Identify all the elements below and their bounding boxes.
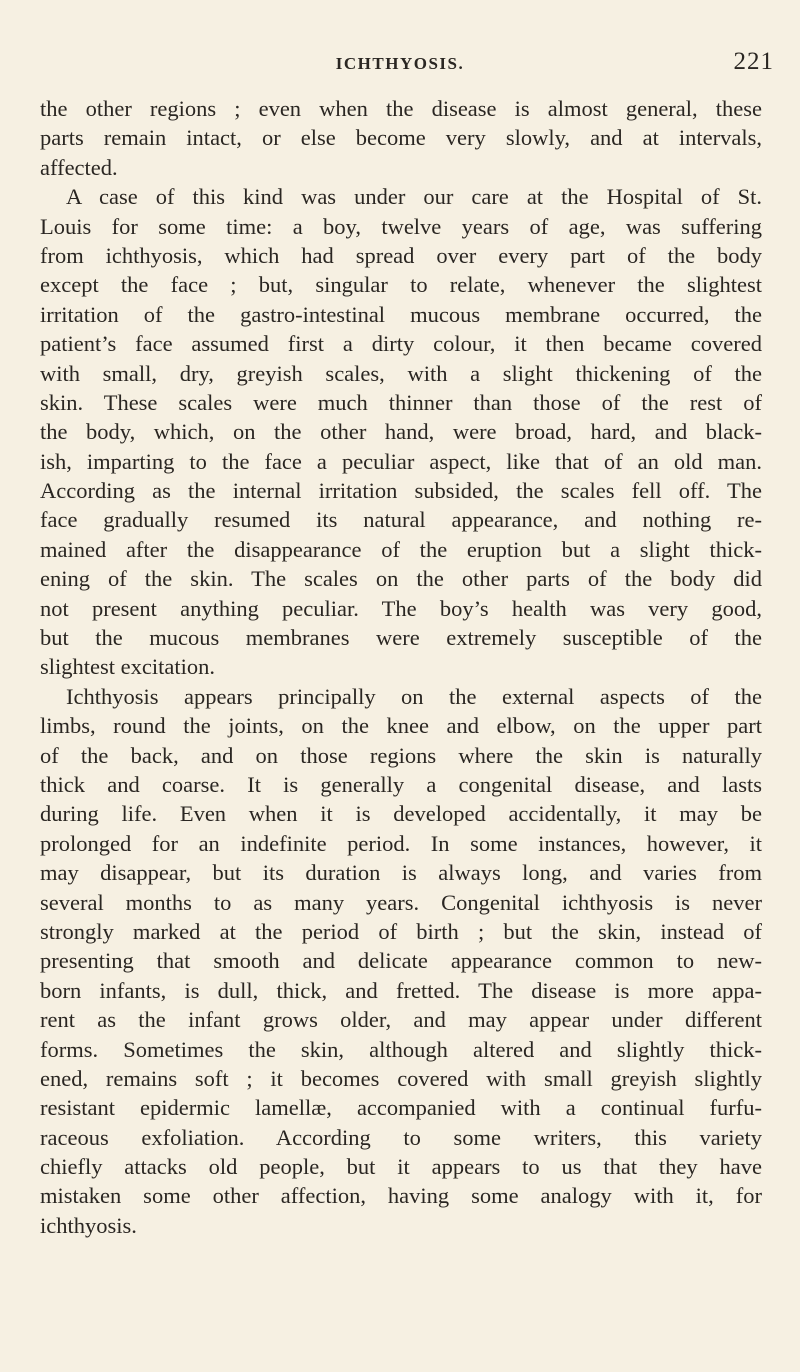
text-line: affected. bbox=[40, 154, 118, 180]
text-line: forms. Sometimes the skin, although altered and slightly thick- bbox=[40, 1036, 762, 1062]
text-line: ened, remains soft ; it becomes covered with small greyish slightly bbox=[40, 1065, 762, 1091]
running-head bbox=[40, 48, 800, 78]
running-title: ICHTHYOSIS. bbox=[335, 54, 465, 73]
text-line: rent as the infant grows older, and may appear under different bbox=[40, 1007, 762, 1033]
text-line: parts remain intact, or else become very slowly, and at intervals, bbox=[40, 125, 762, 151]
text-line: from ichthyosis, which had spread over every part of the body bbox=[40, 242, 762, 268]
text-line: thick and coarse. It is generally a congenital disease, and lasts bbox=[40, 771, 762, 797]
text-line: presenting that smooth and delicate appearance common to new- bbox=[40, 948, 762, 974]
text-line: skin. These scales were much thinner than those of the rest of bbox=[40, 389, 762, 415]
text-line: born infants, is dull, thick, and fretted. The disease is more appa- bbox=[40, 977, 762, 1003]
text-line: except the face ; but, singular to relate, whenever the slightest bbox=[40, 272, 762, 298]
text-line: strongly marked at the period of birth ; but the skin, instead of bbox=[40, 918, 762, 944]
text-line: limbs, round the joints, on the knee and elbow, on the upper part bbox=[40, 713, 762, 739]
text-line: ening of the skin. The scales on the other parts of the body did bbox=[40, 566, 762, 592]
text-line: during life. Even when it is developed accidentally, it may be bbox=[40, 801, 762, 827]
text-line: chiefly attacks old people, but it appears to us that they have bbox=[40, 1154, 762, 1180]
text-line: of the back, and on those regions where the skin is naturally bbox=[40, 742, 762, 768]
text-line: According as the internal irritation subsided, the scales fell off. The bbox=[40, 478, 762, 504]
text-line: irritation of the gastro-intestinal mucous membrane occurred, the bbox=[40, 301, 762, 327]
text-line: may disappear, but its duration is always long, and varies from bbox=[40, 860, 762, 886]
text-line: A case of this kind was under our care at the Hospital of St. bbox=[66, 184, 762, 210]
text-line: mistaken some other affection, having some analogy with it, for bbox=[40, 1183, 762, 1209]
text-line: Ichthyosis appears principally on the external aspects of the bbox=[66, 683, 762, 709]
text-line: ichthyosis. bbox=[40, 1212, 137, 1238]
text-line: Louis for some time: a boy, twelve years of age, was suffering bbox=[40, 213, 762, 239]
text-line: the other regions ; even when the disease is almost general, these bbox=[40, 96, 762, 121]
text-line: mained after the disappearance of the eruption but a slight thick- bbox=[40, 536, 762, 562]
page-number: 221 bbox=[733, 48, 774, 75]
text-line: not present anything peculiar. The boy’s health was very good, bbox=[40, 595, 762, 621]
body-text bbox=[40, 94, 762, 1240]
text-line: ish, imparting to the face a peculiar aspect, like that of an old man. bbox=[40, 448, 762, 474]
text-line: but the mucous membranes were extremely susceptible of the bbox=[40, 625, 762, 651]
text-line: prolonged for an indefinite period. In some instances, however, it bbox=[40, 830, 762, 856]
text-line: face gradually resumed its natural appearance, and nothing re- bbox=[40, 507, 762, 533]
text-line: with small, dry, greyish scales, with a slight thickening of the bbox=[40, 360, 762, 386]
text-line: several months to as many years. Congenital ichthyosis is never bbox=[40, 889, 762, 915]
text-line: patient’s face assumed first a dirty colour, it then became covered bbox=[40, 331, 762, 357]
text-line: raceous exfoliation. According to some writers, this variety bbox=[40, 1124, 762, 1150]
text-line: resistant epidermic lamellæ, accompanied with a continual furfu- bbox=[40, 1095, 762, 1121]
text-line: the body, which, on the other hand, were broad, hard, and black- bbox=[40, 419, 762, 445]
text-line: slightest excitation. bbox=[40, 654, 215, 680]
